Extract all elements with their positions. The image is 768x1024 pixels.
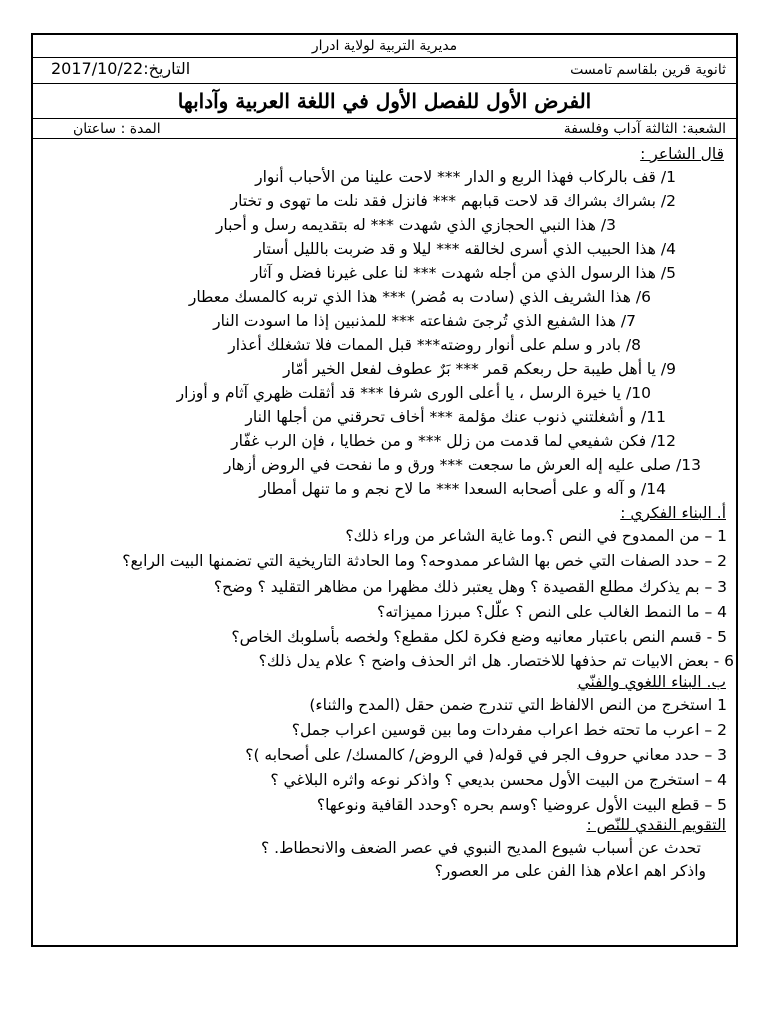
date-label: التاريخ:2017/10/22 [51, 59, 191, 78]
branch-label: الشعبة: الثالثة آداب وفلسفة [563, 121, 726, 137]
critique-line: تحدث عن أسباب شيوع المديح النبوي في عصر الضعف والانحطاط. ؟ [261, 839, 701, 857]
poem-line: 6/ هذا الشريف الذي (سادت به مُضر) *** هذا الذي تربه كالمسك معطار [188, 288, 651, 306]
question-b-1: 1 استخرج من النص الالفاظ التي تندرج ضمن حقل (المدح والثناء) [309, 696, 727, 714]
directorate-label: مديرية التربية لولاية ادرار [311, 38, 458, 54]
section-a-title: أ. البناء الفكري : [620, 504, 726, 522]
poem-line: 8/ بادر و سلم على أنوار روضته*** قبل الممات فلا تشغلك أعذار [228, 336, 641, 354]
divider [33, 118, 736, 119]
question-b-2: 2 – اعرب ما تحته خط اعراب مفردات وما بين قوسين اعراب جمل؟ [291, 721, 727, 739]
poem-line: 7/ هذا الشفيع الذي تُرجىَ شفاعته *** للمذنبين إذا ما اسودت النار [213, 312, 636, 330]
question-a-5: 5 - قسم النص باعتبار معانيه وضع فكرة لكل مقطع؟ ولخصه بأسلوبك الخاص؟ [231, 628, 727, 646]
question-a-3: 3 – بم يذكرك مطلع القصيدة ؟ وهل يعتبر ذلك مظهرا من مظاهر التقليد ؟ وضح؟ [213, 578, 727, 596]
poem-line: 5/ هذا الرسول الذي من أجله شهدت *** لنا على غيرنا فضل و آثار [250, 264, 676, 282]
poem-line: 11/ و أشغلتني ذنوب عنك مؤلمة *** أخاف تحرقني من أجلها النار [245, 408, 666, 426]
question-b-3: 3 – حدد معاني حروف الجر في قوله( في الروض/ كالمسك/ على أصحابه )؟ [245, 746, 727, 764]
poem-line: 9/ يا أهل طيبة حل ربعكم قمر *** بَرٌ عطوف لفعل الخير أمّار [283, 360, 676, 378]
poem-line: 1/ قف بالركاب فهذا الربع و الدار *** لاحت علينا من الأحباب أنوار [255, 168, 676, 186]
question-a-6: 6 - بعض الابيات تم حذفها للاختصار. هل اثر الحذف واضح ؟ علام يدل ذلك؟ [258, 652, 734, 670]
page-title: الفرض الأول للفصل الأول في اللغة العربية وآدابها [177, 89, 592, 113]
question-b-4: 4 – استخرج من البيت الأول محسن بديعي ؟ واذكر نوعه واثره البلاغي ؟ [270, 771, 727, 789]
divider [33, 83, 736, 84]
poem-line: 14/ و آله و على أصحابه السعدا *** ما لاح نجم و ما تنهل أمطار [259, 480, 666, 498]
critique-line: واذكر اهم اعلام هذا الفن على مر العصور؟ [434, 862, 706, 880]
question-a-2: 2 – حدد الصفات التي خص بها الشاعر ممدوحه؟ وما الحادثة التاريخية التي تضمنها البيت الرابع؟ [122, 552, 727, 570]
divider [33, 57, 736, 58]
section-c-title: التقويم النقدي للنّص : [586, 816, 726, 834]
poem-line: 13/ صلى عليه إله العرش ما سجعت *** ورق و ما نفحت في الروض أزهار [224, 456, 701, 474]
exam-sheet [31, 33, 738, 947]
intro-label: قال الشاعر : [640, 145, 724, 163]
section-b-title: ب. البناء اللغوي والفنّي [577, 673, 726, 691]
poem-line: 4/ هذا الحبيب الذي أسرى لخالقه *** ليلا و قد ضربت بالليل أستار [254, 240, 676, 258]
question-b-5: 5 – قطع البيت الأول عروضيا ؟وسم بحره ؟وحدد القافية ونوعها؟ [316, 796, 727, 814]
divider [33, 138, 736, 139]
school-label: ثانوية قرين بلقاسم تامست [570, 62, 726, 78]
poem-line: 10/ يا خيرة الرسل ، يا أعلى الورى شرفا *** قد أثقلت ظهري آثام و أوزار [176, 384, 651, 402]
duration-label: المدة : ساعتان [73, 121, 161, 137]
question-a-4: 4 – ما النمط الغالب على النص ؟ علّل؟ مبرزا مميزاته؟ [376, 603, 727, 621]
poem-line: 3/ هذا النبي الحجازي الذي شهدت *** له بتقديمه رسل و أحبار [215, 216, 616, 234]
poem-line: 2/ بشراك بشراك قد لاحت قبابهم *** فانزل فقد نلت ما تهوى و تختار [230, 192, 676, 210]
poem-line: 12/ فكن شفيعي لما قدمت من زلل *** و من خطايا ، فإن الرب غفّار [231, 432, 676, 450]
question-a-1: 1 – من الممدوح في النص ؟.وما غاية الشاعر من وراء ذلك؟ [345, 527, 727, 545]
